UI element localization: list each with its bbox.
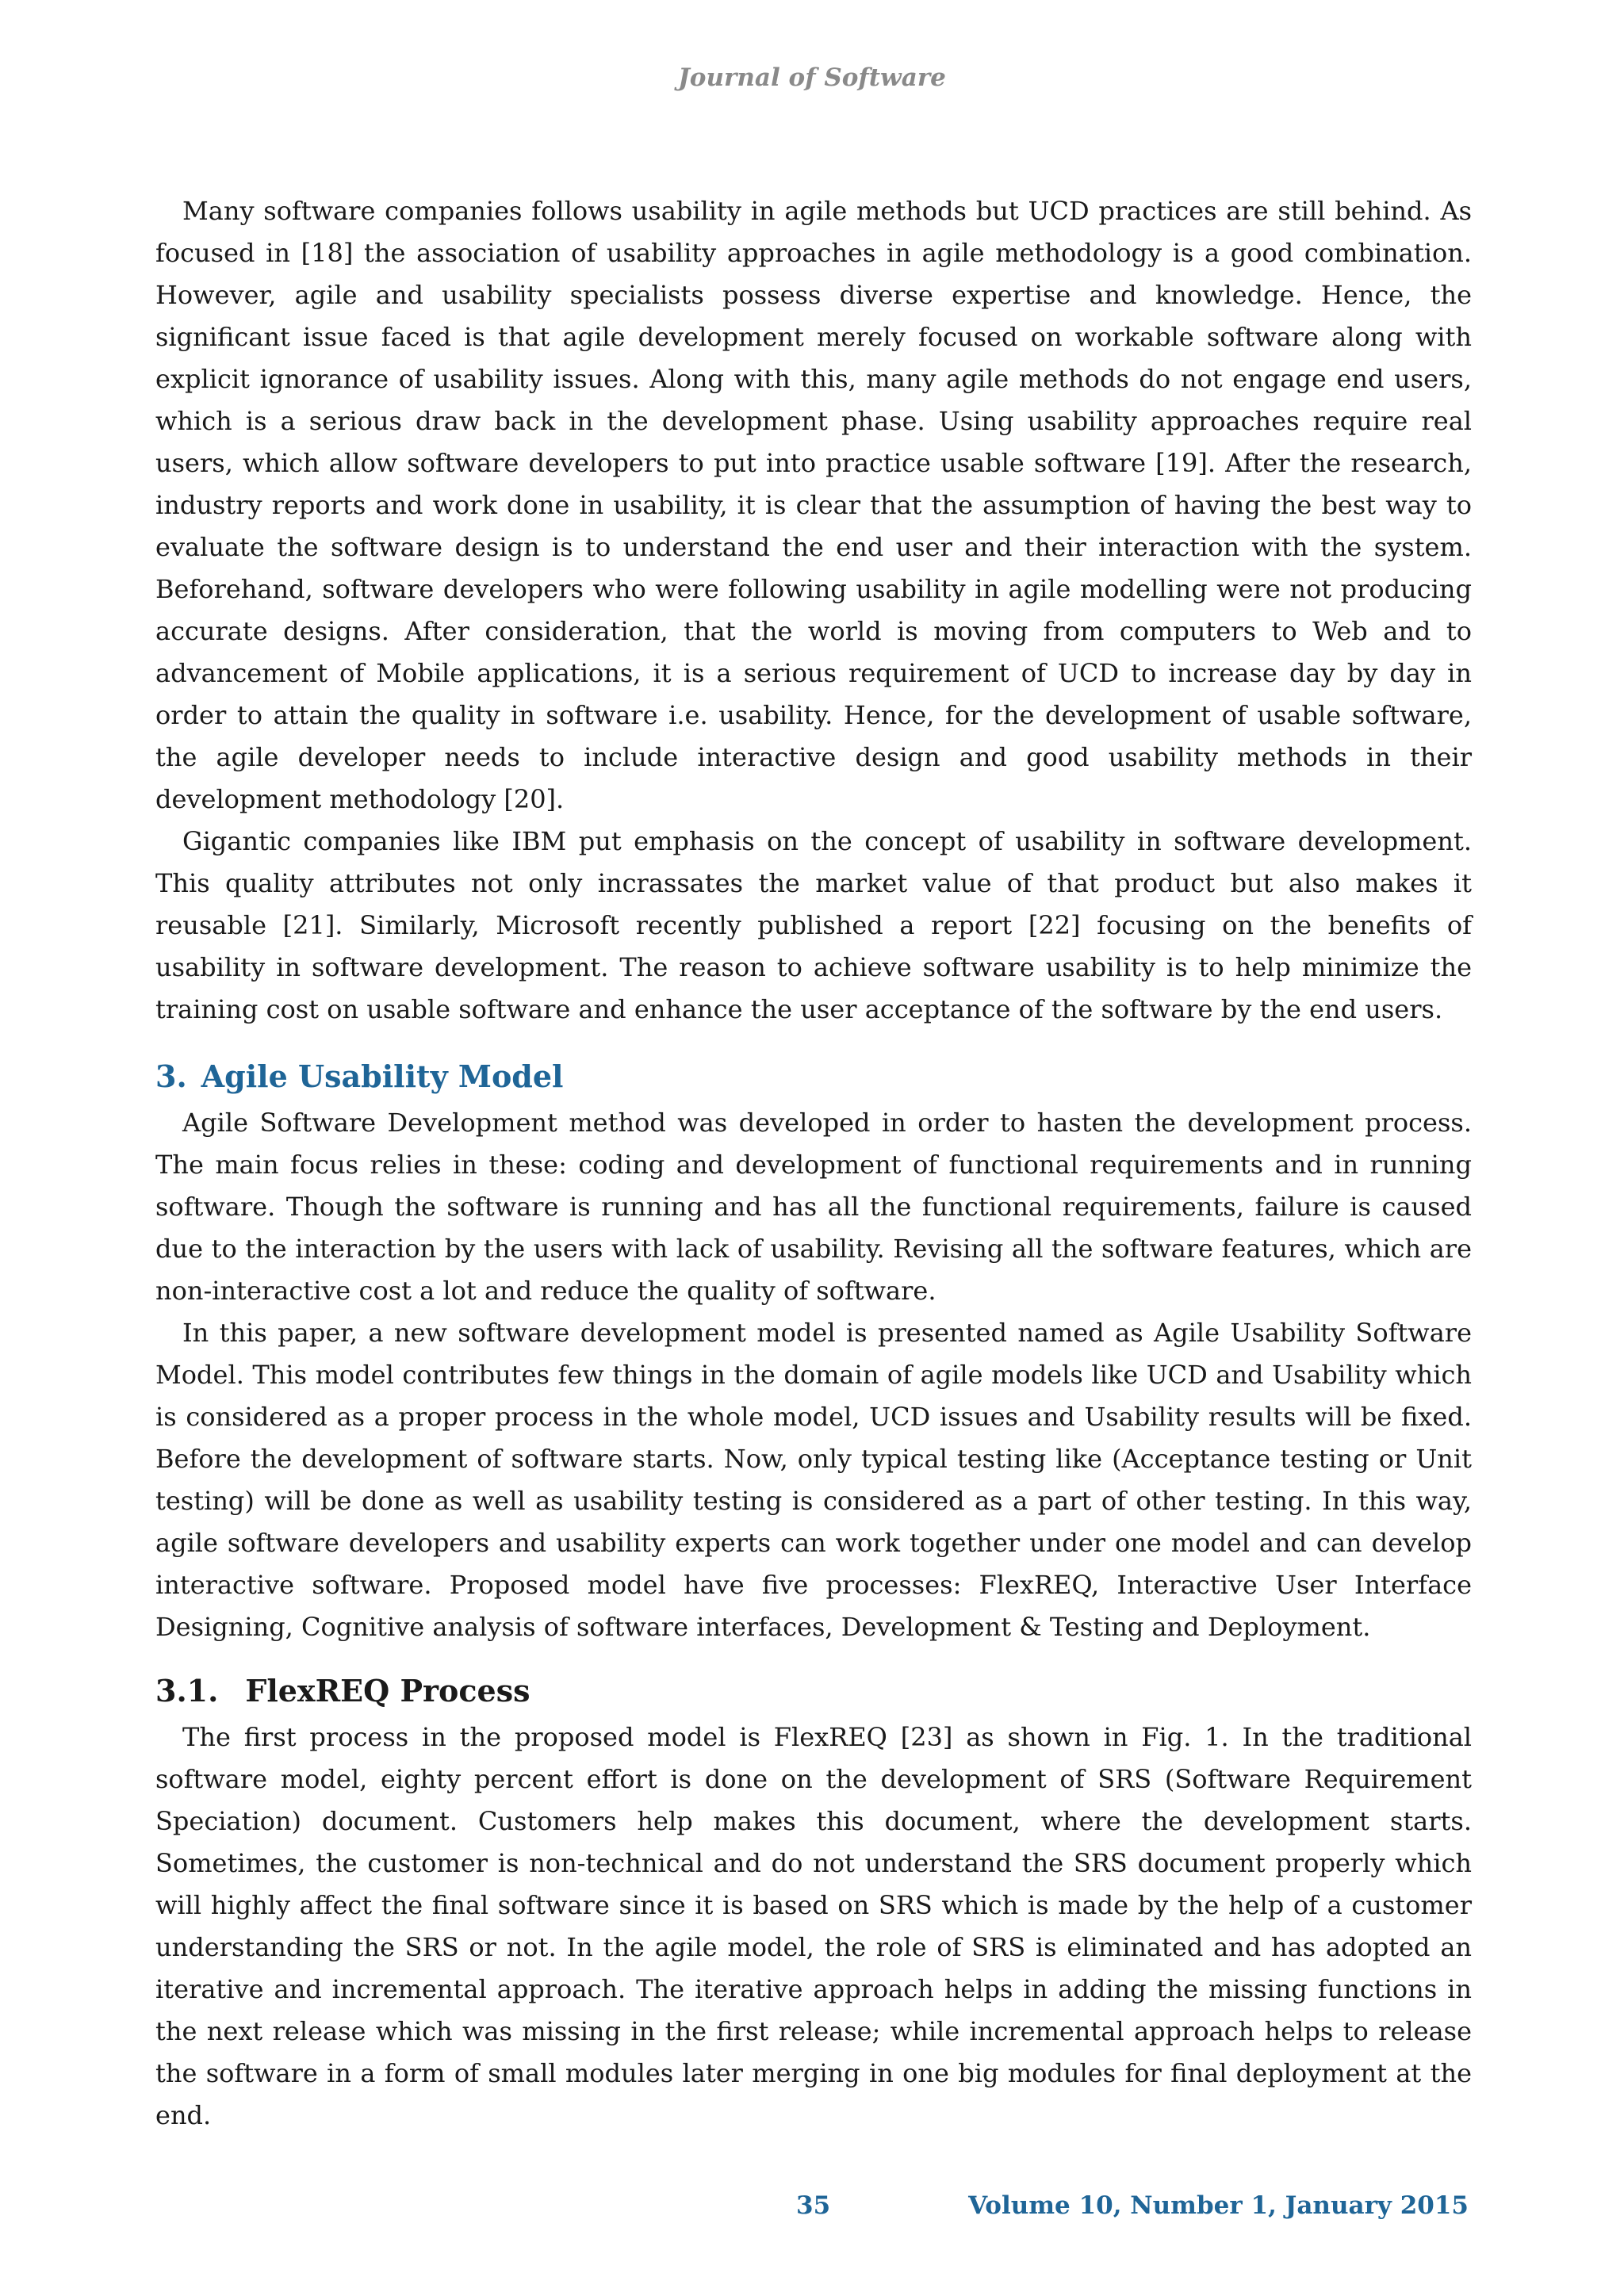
subsection-number: 3.1. xyxy=(155,1673,219,1709)
section-number: 3. xyxy=(155,1058,187,1094)
body-paragraph: In this paper, a new software development model is presented named as Agile Usability Software Model. This model contributes few things in the domain of agile models like UCD and Usability which is considered as a proper process in the whole model, UCD issues and Usability results will be fixed. Before the development of software starts. Now, only typical testing like (Acceptance testing or Unit testing) will be done as well as usability testing is considered as a part of other testing. In this way, agile software developers and usability experts can work together under one model and can develop interactive software. Proposed model have five processes: FlexREQ, Interactive User Interface Designing, Cognitive analysis of software interfaces, Development & Testing and Deployment. xyxy=(155,1318,1472,1642)
page-number: 35 xyxy=(796,2191,831,2220)
body-paragraph: The first process in the proposed model is FlexREQ [23] as shown in Fig. 1. In the traditional software model, eighty percent effort is done on the development of SRS (Software Requirement Speciation) document. Customers help makes this document, where the development starts. Sometimes, the customer is non-technical and do not understand the SRS document properly which will highly affect the final software since it is based on SRS which is made by the help of a customer understanding the SRS or not. In the agile model, the role of SRS is eliminated and has adopted an iterative and incremental approach. The iterative approach helps in adding the missing functions in the next release which was missing in the first release; while incremental approach helps to release the software in a form of small modules later merging in one big modules for final deployment at the end. xyxy=(155,1722,1472,2130)
section-heading xyxy=(155,1056,1472,1097)
subsection-heading xyxy=(155,1670,1472,1712)
article-body xyxy=(155,190,1472,2137)
section-title: Agile Usability Model xyxy=(201,1058,564,1094)
body-paragraph: Agile Software Development method was developed in order to hasten the development process. The main focus relies in these: coding and development of functional requirements and in running software. Though the software is running and has all the functional requirements, failure is caused due to the interaction by the users with lack of usability. Revising all the software features, which are non-interactive cost a lot and reduce the quality of software. xyxy=(155,1108,1472,1306)
journal-header: Journal of Software xyxy=(678,63,946,92)
body-paragraph: Gigantic companies like IBM put emphasis on the concept of usability in software development. This quality attributes not only incrassates the market value of that product but also makes it reusable [21]. Similarly, Microsoft recently published a report [22] focusing on the benefits of usability in software development. The reason to achieve software usability is to help minimize the training cost on usable software and enhance the user acceptance of the software by the end users. xyxy=(155,826,1472,1024)
body-paragraph: Many software companies follows usability in agile methods but UCD practices are still behind. As focused in [18] the association of usability approaches in agile methodology is a good combination. However, agile and usability specialists possess diverse expertise and knowledge. Hence, the significant issue faced is that agile development merely focused on workable software along with explicit ignorance of usability issues. Along with this, many agile methods do not engage end users, which is a serious draw back in the development phase. Using usability approaches require real users, which allow software developers to put into practice usable software [19]. After the research, industry reports and work done in usability, it is clear that the assumption of having the best way to evaluate the software design is to understand the end user and their interaction with the system. Beforehand, software developers who were following usability in agile modelling were not producing accurate designs. After consideration, that the world is moving from computers to Web and to advancement of Mobile applications, it is a serious requirement of UCD to increase day by day in order to attain the quality in software i.e. usability. Hence, for the development of usable software, the agile developer needs to include interactive design and good usability methods in their development methodology [20]. xyxy=(155,196,1472,814)
volume-info: Volume 10, Number 1, January 2015 xyxy=(968,2191,1469,2220)
subsection-title: FlexREQ Process xyxy=(245,1673,530,1709)
